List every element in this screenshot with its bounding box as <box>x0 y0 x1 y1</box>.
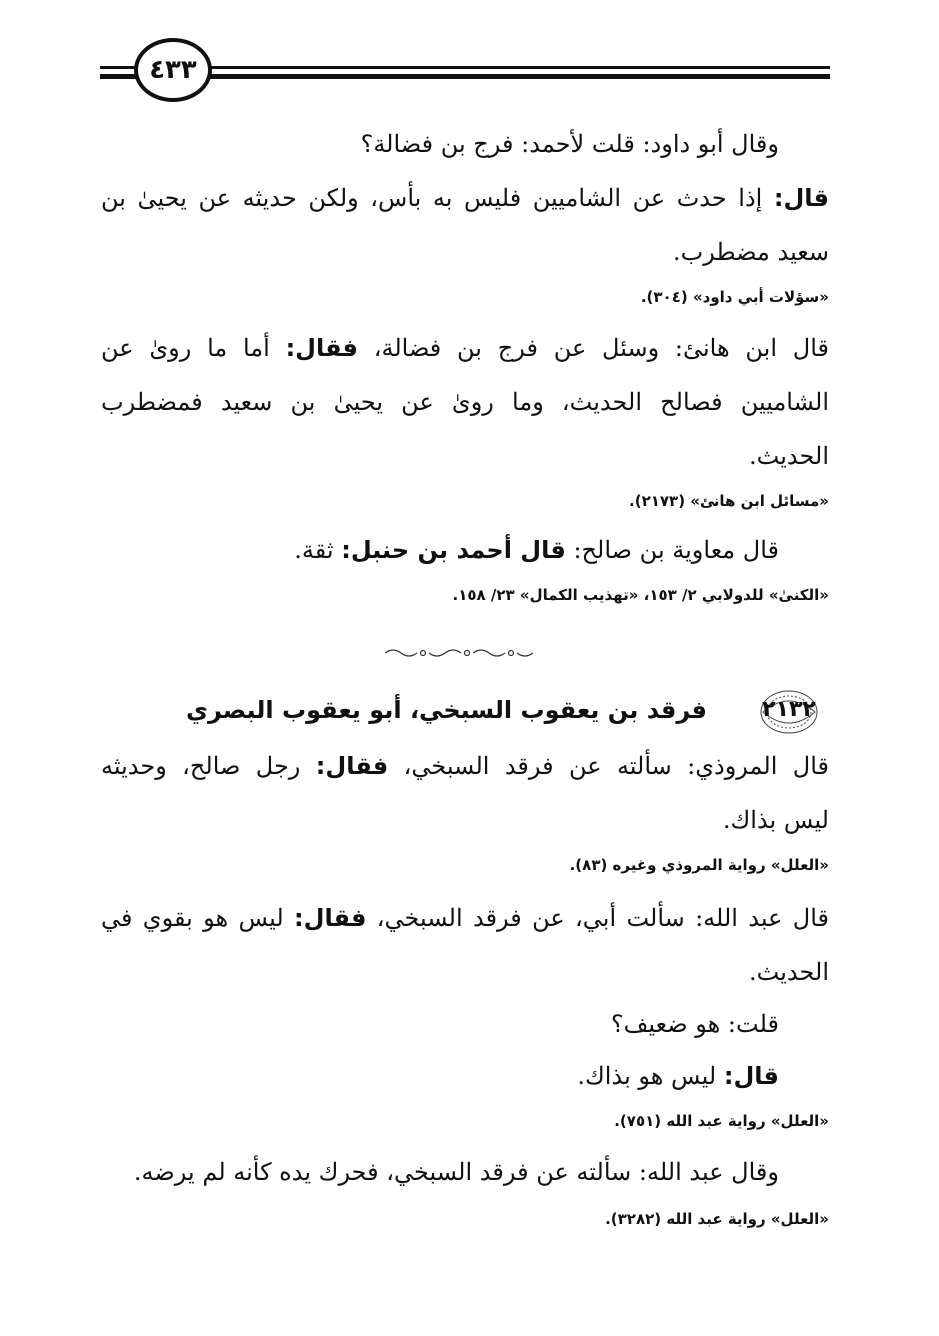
line-text: الحديث. <box>749 442 829 470</box>
speaker-label: قال: <box>773 184 829 212</box>
text-line <box>101 904 829 932</box>
line-text: ثقة. <box>294 536 342 564</box>
line-text: الحديث. <box>749 958 829 986</box>
line-text: قال معاوية بن صالح: <box>565 536 779 564</box>
entry-title: فرقد بن يعقوب السبخي، أبو يعقوب البصري <box>185 696 707 724</box>
line-text: إذا حدث عن الشاميين فليس به بأس، ولكن حديثه عن يحيىٰ بن <box>101 184 774 212</box>
citation-text: «الكنىٰ» للدولابي ٢/ ١٥٣، «تهذيب الكمال» ٢٣/ ١٥٨. <box>452 586 829 604</box>
line-text: رجل صالح، وحديثه <box>101 752 316 780</box>
speaker-label: قال أحمد بن حنبل: <box>341 536 566 564</box>
line-text: قال عبد الله: سألت أبي، عن فرقد السبخي، <box>366 904 829 932</box>
citation-text: «العلل» رواية عبد الله (٧٥١). <box>614 1112 829 1130</box>
text-line <box>134 1158 779 1186</box>
text-line <box>101 184 829 212</box>
text-line <box>749 958 829 986</box>
text-line <box>749 442 829 470</box>
text-line <box>294 536 779 564</box>
speaker-label: فقال: <box>285 334 358 362</box>
citation <box>614 1112 829 1130</box>
entry-number: ٢١٣٢ <box>762 697 816 722</box>
citation <box>629 492 829 510</box>
citation <box>570 856 829 874</box>
text-line <box>101 388 829 416</box>
line-text: أما ما روىٰ عن <box>101 334 286 362</box>
citation <box>452 586 829 604</box>
line-text: الشاميين فصالح الحديث، وما روىٰ عن يحيىٰ بن سعيد فمضطرب <box>101 388 830 416</box>
speaker-label: قال: <box>723 1062 779 1090</box>
line-text: قال ابن هانئ: وسئل عن فرج بن فضالة، <box>358 334 829 362</box>
citation-text: «العلل» رواية عبد الله (٣٢٨٢). <box>605 1210 829 1228</box>
page-number: ٤٣٣ <box>149 55 197 85</box>
citation <box>641 288 829 306</box>
text-line <box>101 334 829 362</box>
citation <box>605 1210 829 1228</box>
text-line <box>611 1010 779 1038</box>
text-line <box>673 238 829 266</box>
ornament-divider-icon <box>383 646 535 660</box>
line-text: ليس هو بقوي في <box>101 904 295 932</box>
text-line <box>723 806 829 834</box>
text-line <box>577 1062 779 1090</box>
citation-text: «مسائل ابن هانئ» (٢١٧٣). <box>629 492 829 510</box>
line-text: سعيد مضطرب. <box>673 238 829 266</box>
line-text: قلت: هو ضعيف؟ <box>610 1010 779 1038</box>
line-text: ليس هو بذاك. <box>577 1062 724 1090</box>
page-number-circle <box>134 38 212 102</box>
speaker-label: فقال: <box>294 904 367 932</box>
citation-text: «العلل» رواية المروذي وغيره (٨٣). <box>569 856 829 874</box>
text-line <box>101 752 829 780</box>
text-line <box>361 130 779 158</box>
citation-text: «سؤلات أبي داود» (٣٠٤). <box>640 288 829 306</box>
line-text: وقال أبو داود: قلت لأحمد: فرج بن فضالة؟ <box>360 130 779 158</box>
line-text: وقال عبد الله: سألته عن فرقد السبخي، فحرك يده كأنه لم يرضه. <box>133 1158 779 1186</box>
speaker-label: فقال: <box>315 752 389 780</box>
line-text: قال المروذي: سألته عن فرقد السبخي، <box>388 752 829 780</box>
page-header <box>100 38 830 108</box>
line-text: ليس بذاك. <box>722 806 829 834</box>
